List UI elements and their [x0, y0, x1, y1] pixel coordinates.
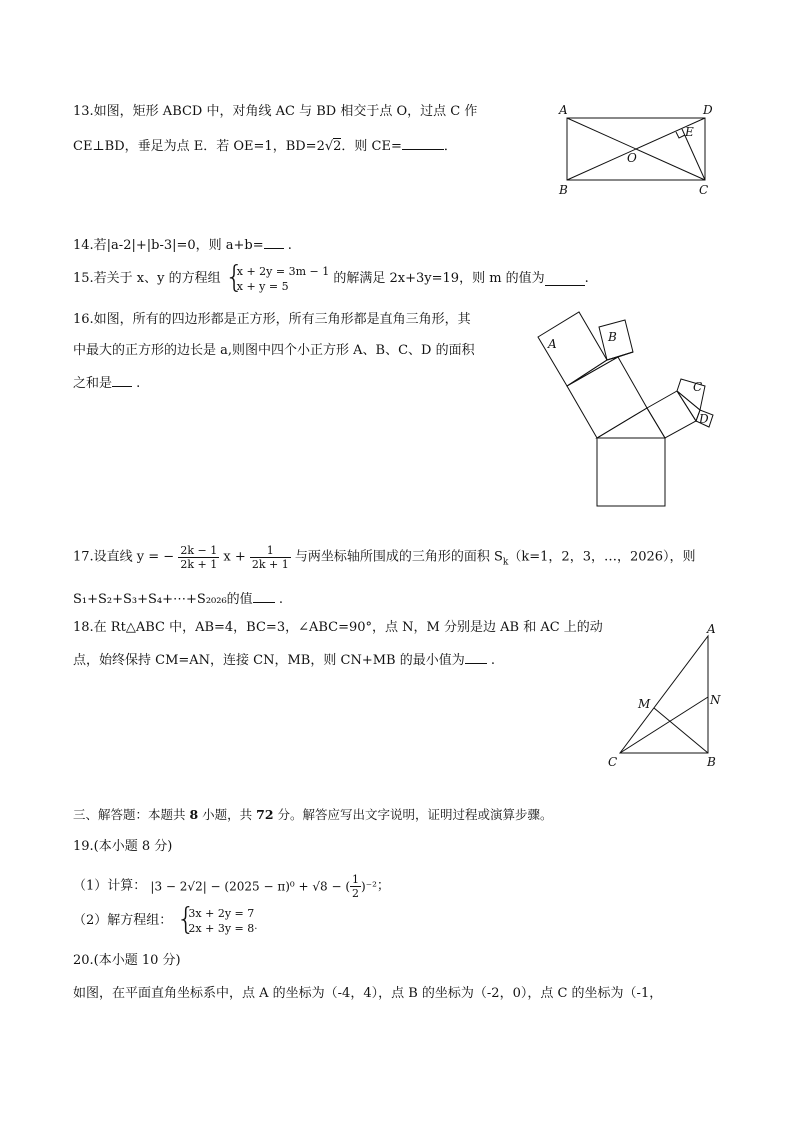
q18-segment-cn	[620, 697, 708, 753]
q15-eq1: { x + 2y = 3m − 1	[236, 265, 330, 278]
q16-squares-figure	[510, 305, 730, 515]
q16-left-triangle	[567, 357, 618, 386]
q19-equation-system	[176, 906, 254, 936]
q19-eq1: { 3x + 2y = 7	[188, 907, 255, 920]
q19-part2-end: .	[254, 921, 258, 932]
q13-line2-pre: CE⊥BD，垂足为点 E．若 OE=1，BD=2	[73, 139, 325, 154]
q13-rectangle-figure	[555, 100, 725, 200]
q16-line1: 16.如图，所有的四边形都是正方形，所有三角形都是直角三角形，其	[73, 312, 471, 327]
q17-fraction-2	[250, 544, 291, 571]
q14-text: 14.若|a-2|+|b-3|=0，则 a+b=	[73, 238, 264, 253]
q20-line1: 如图，在平面直角坐标系中，点 A 的坐标为（-4，4），点 B 的坐标为（-2，0），点 C 的坐标为（-1，	[73, 986, 663, 1001]
q19-part1-expr-b: )⁻²	[361, 879, 377, 894]
q15-line	[73, 264, 589, 294]
q17-end: .	[278, 592, 283, 607]
q18-line2	[73, 650, 495, 670]
q17-line2	[73, 589, 283, 609]
q17-f1-numerator: 2k − 1	[180, 544, 218, 557]
q13-label-e: E	[685, 125, 694, 139]
q17-sum-text: S₁+S₂+S₃+S₄+⋯+S₂₀₂₆的值	[73, 592, 253, 607]
q18-label-a: A	[707, 622, 716, 636]
q18-label-c: C	[608, 755, 618, 769]
q17-line1	[73, 544, 696, 572]
q16-right-triangle	[677, 391, 700, 421]
q19-eq2: 2x + 3y = 8	[188, 922, 255, 935]
q15-end: .	[584, 271, 589, 286]
q19-frac-denominator: 2	[352, 887, 360, 900]
q18-label-m: M	[638, 697, 651, 711]
q13-answer-blank	[402, 136, 444, 150]
q18-line1: 18.在 Rt△ABC 中，AB=4，BC=3，∠ABC=90°，点 N，M 分别是边 AB 和 AC 上的动	[73, 620, 603, 635]
q18-triangle-figure	[600, 620, 730, 770]
q14-end: .	[287, 238, 292, 253]
section3-mid: 小题，共	[198, 807, 257, 822]
q19-frac-numerator: 1	[352, 873, 360, 886]
q13-label-b: B	[559, 183, 568, 197]
q20-title: 20.(本小题 10 分)	[73, 953, 181, 968]
q15-post: 的解满足 2x+3y=19，则 m 的值为	[333, 271, 545, 286]
section3-question-count: 8	[189, 807, 199, 822]
q16-label-d: D	[699, 412, 709, 426]
q13-line2-post: ．则 CE=	[341, 139, 402, 154]
q13-label-d: D	[703, 103, 713, 117]
q13-line2	[73, 136, 457, 156]
q13-label-o: O	[627, 151, 637, 165]
q17-f2-denominator: 2k + 1	[251, 558, 289, 571]
q15-eq2: x + y = 5	[236, 280, 289, 293]
q18-line2-text: 点，始终保持 CM=AN，连接 CN，MB，则 CN+MB 的最小值为	[73, 653, 465, 668]
section3-header	[73, 806, 553, 824]
q15-equation-system	[225, 264, 329, 294]
q17-post: 与两坐标轴所围成的三角形的面积 S	[294, 549, 503, 565]
q16-answer-blank	[112, 373, 132, 387]
q17-post2: （k=1，2，3，…，2026），则	[508, 549, 696, 565]
q19-part1-label: （1）计算：	[73, 878, 147, 894]
q18-answer-blank	[465, 650, 487, 664]
q16-right-square	[647, 391, 696, 438]
q19-part1-fraction	[350, 873, 361, 900]
q18-end: .	[490, 653, 495, 668]
q17-pre: 17.设直线 y = −	[73, 549, 175, 565]
q13-line2-end: ．	[443, 139, 457, 154]
q15-pre: 15.若关于 x、y 的方程组	[73, 271, 221, 286]
q17-post-subscript: k	[502, 557, 509, 568]
q16-left-square	[567, 357, 647, 438]
q17-f1-denominator: 2k + 1	[180, 558, 218, 571]
q18-label-b: B	[707, 755, 716, 769]
q15-answer-blank	[545, 272, 585, 286]
q16-end: .	[136, 376, 141, 391]
q18-label-n: N	[710, 693, 721, 707]
q19-title: 19.(本小题 8 分)	[73, 839, 173, 854]
q19-part2	[73, 906, 257, 936]
section3-pre: 三、解答题：本题共	[73, 807, 190, 822]
q16-left-triangle-edge2	[618, 352, 633, 357]
section3-score: 72	[256, 807, 274, 822]
q19-part1-expr-a: |3 − 2√2| − (2025 − π)⁰ + √8 − (	[150, 879, 351, 894]
q17-fraction-1	[178, 544, 219, 571]
q17-mid: x +	[223, 549, 246, 565]
q17-answer-blank	[253, 589, 275, 603]
q16-center-triangle	[597, 408, 665, 438]
q18-triangle-abc	[620, 636, 708, 753]
q16-large-square	[597, 438, 665, 506]
q16-label-b: B	[608, 330, 617, 344]
q17-f2-numerator: 1	[250, 544, 291, 558]
q13-label-a: A	[559, 103, 568, 117]
q19-part1-end: ；	[376, 878, 390, 894]
q16-line3	[73, 373, 140, 393]
q16-line2: 中最大的正方形的边长是 a,则图中四个小正方形 A、B、C、D 的面积	[73, 343, 475, 358]
q16-label-c: C	[693, 380, 703, 394]
q13-line1: 13.如图，矩形 ABCD 中，对角线 AC 与 BD 相交于点 O，过点 C 作	[73, 104, 478, 119]
q13-sqrt-sign: √	[324, 139, 334, 154]
q14-answer-blank	[264, 235, 284, 249]
section3-post: 分。解答应写出文字说明，证明过程或演算步骤。	[273, 807, 553, 822]
q19-part2-label: （2）解方程组：	[73, 913, 173, 928]
q13-sqrt-arg: 2	[333, 139, 342, 154]
q16-label-a: A	[548, 337, 557, 351]
q19-part1	[73, 873, 390, 900]
q14-line	[73, 235, 292, 255]
q13-label-c: C	[699, 183, 709, 197]
q16-line3-text: 之和是	[73, 376, 113, 391]
